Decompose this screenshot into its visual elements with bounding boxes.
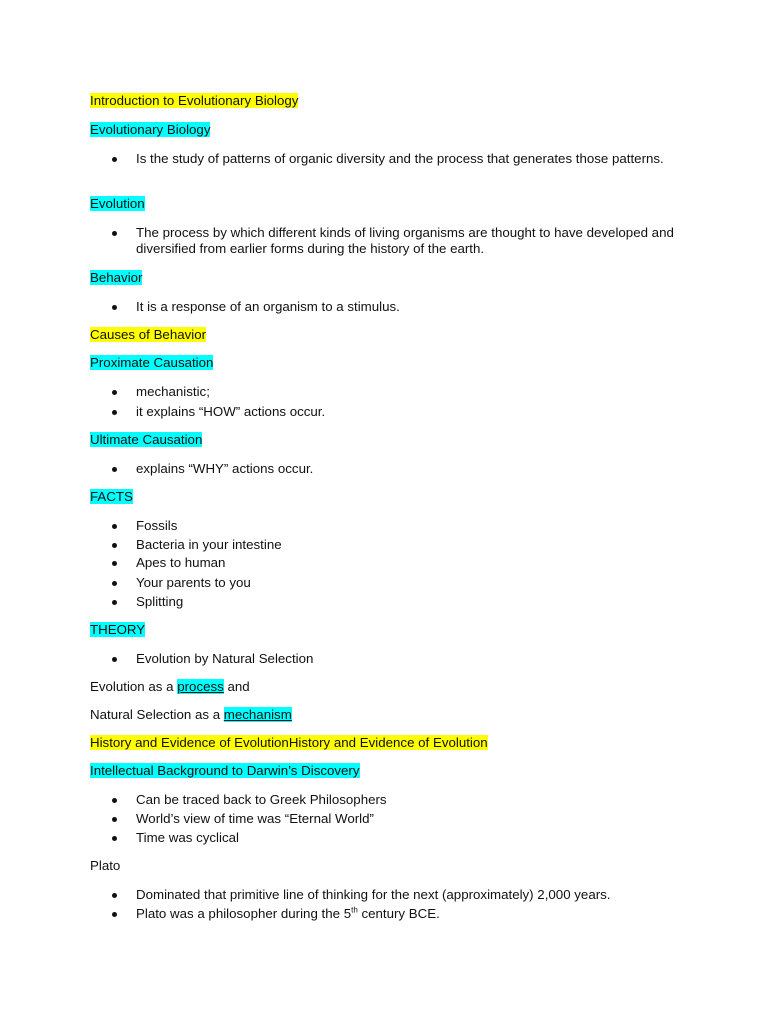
bullet-icon [112,231,117,236]
bullet-icon [112,467,117,472]
bullet-icon [112,157,117,162]
bullet-icon [112,390,117,395]
heading-intellectual-background: Intellectual Background to Darwin’s Discovery [90,763,360,778]
heading-theory: THEORY [90,622,146,637]
bullet-icon [112,912,117,917]
heading-history: History and Evidence of EvolutionHistory and Evidence of Evolution [90,735,488,750]
process-link[interactable]: process [177,679,224,694]
paragraph-mechanism: Natural Selection as a mechanism [90,707,292,722]
bullet-icon [112,581,117,586]
paragraph-process: Evolution as a process and [90,679,250,694]
heading-facts: FACTS [90,489,133,504]
heading-behavior: Behavior [90,270,143,285]
heading-causes-of-behavior: Causes of Behavior [90,327,207,342]
heading-evolutionary-biology: Evolutionary Biology [90,122,211,137]
bullet-icon [112,817,117,822]
heading-plato: Plato [90,858,121,873]
doc-title: Introduction to Evolutionary Biology [90,93,299,108]
mechanism-link[interactable]: mechanism [223,707,292,722]
bullet-icon [112,561,117,566]
bullet-icon [112,893,117,898]
bullet-icon [112,836,117,841]
heading-ultimate-causation: Ultimate Causation [90,432,203,447]
bullet-icon [112,305,117,310]
bullet-icon [112,600,117,605]
heading-proximate-causation: Proximate Causation [90,355,214,370]
bullet-icon [112,657,117,662]
document-page: Introduction to Evolutionary Biology Evolutionary Biology Is the study of patterns of organic diversity and the process that generates those patterns. Evolution The process by which different kinds of living organisms are thought to have developed and diversified from earlier forms during the history of the earth. Behavior It is a response of an organism to a stimulus. Causes of Behavior Proximate Causation mechanistic; it explains “HOW” actions occur. Ultimate Causation explains “WHY” actions occur. FACTS Fossils Bacteria in your intestine Apes to human Your parents to you Splitting THEORY Evolution by Natural Selection Evolution as a process and Natural Selection as a mechanism History and Evidence of EvolutionHistory and Evidence of Evolution Intellectual Background to Darwin’s Discovery Can be traced back to Greek Philosophers World’s view of time was “Eternal World” Time was cyclical Plato Dominated that primitive line of thinking for the next (approximately) 2,000 years. Plato was a philosopher during the 5th century BCE. [90,93,674,921]
heading-evolution: Evolution [90,196,145,211]
bullet-icon [112,543,117,548]
bullet-icon [112,410,117,415]
bullet-icon [112,798,117,803]
bullet-icon [112,524,117,529]
